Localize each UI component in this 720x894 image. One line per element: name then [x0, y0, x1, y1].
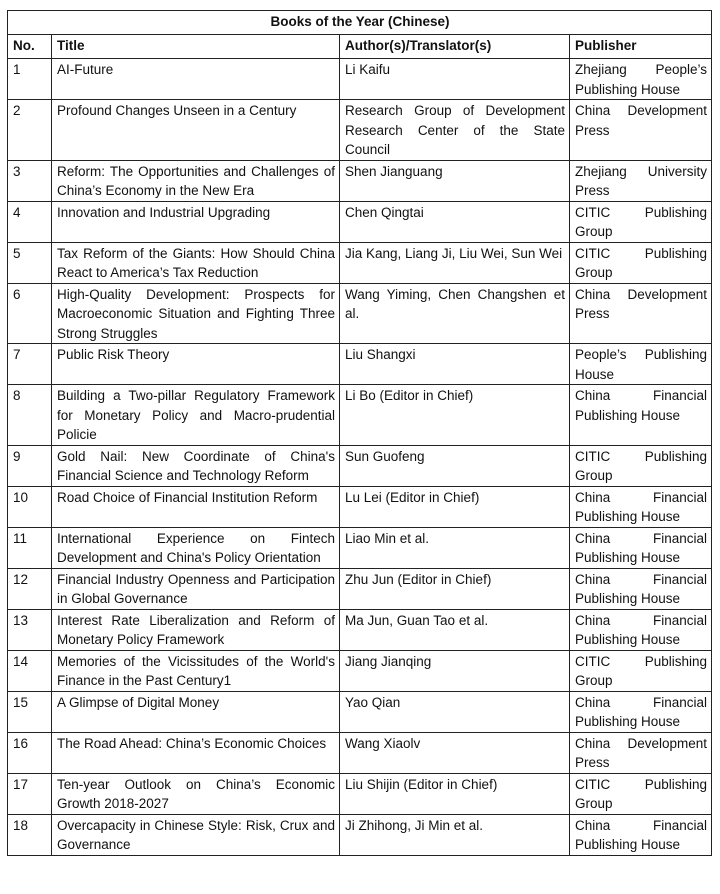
table-row	[8, 385, 712, 446]
cell-author: Zhu Jun (Editor in Chief)	[340, 568, 570, 609]
table-row	[8, 100, 712, 161]
books-table	[7, 10, 712, 856]
cell-no: 6	[8, 283, 52, 344]
cell-title: AI-Future	[52, 59, 340, 100]
cell-title: Overcapacity in Chinese Style: Risk, Crux and Governance	[52, 814, 340, 855]
cell-no: 3	[8, 160, 52, 201]
cell-title: Public Risk Theory	[52, 344, 340, 385]
cell-author: Li Kaifu	[340, 59, 570, 100]
cell-title: A Glimpse of Digital Money	[52, 691, 340, 732]
cell-publisher: CITIC Publishing Group	[570, 773, 712, 814]
header-publisher: Publisher	[570, 35, 712, 59]
table-row	[8, 59, 712, 100]
cell-no: 11	[8, 527, 52, 568]
cell-author: Liu Shangxi	[340, 344, 570, 385]
table-row	[8, 283, 712, 344]
table-row	[8, 344, 712, 385]
cell-title: Building a Two-pillar Regulatory Framework for Monetary Policy and Macro-prudential Policie	[52, 385, 340, 446]
cell-author: Ji Zhihong, Ji Min et al.	[340, 814, 570, 855]
cell-no: 2	[8, 100, 52, 161]
cell-author: Liao Min et al.	[340, 527, 570, 568]
table-title-row	[8, 11, 712, 35]
cell-title: The Road Ahead: China’s Economic Choices	[52, 732, 340, 773]
cell-no: 10	[8, 486, 52, 527]
header-no: No.	[8, 35, 52, 59]
table-row	[8, 568, 712, 609]
table-row	[8, 527, 712, 568]
header-author: Author(s)/Translator(s)	[340, 35, 570, 59]
cell-publisher: China Development Press	[570, 283, 712, 344]
cell-title: Ten-year Outlook on China’s Economic Growth 2018-2027	[52, 773, 340, 814]
cell-author: Liu Shijin (Editor in Chief)	[340, 773, 570, 814]
cell-author: Yao Qian	[340, 691, 570, 732]
cell-author: Jiang Jianqing	[340, 650, 570, 691]
header-row	[8, 35, 712, 59]
cell-no: 14	[8, 650, 52, 691]
cell-publisher: Zhejiang People’s Publishing House	[570, 59, 712, 100]
table-row	[8, 201, 712, 242]
table-row	[8, 160, 712, 201]
cell-author: Jia Kang, Liang Ji, Liu Wei, Sun Wei	[340, 242, 570, 283]
cell-title: International Experience on Fintech Development and China's Policy Orientation	[52, 527, 340, 568]
cell-publisher: CITIC Publishing Group	[570, 445, 712, 486]
cell-publisher: China Development Press	[570, 100, 712, 161]
cell-title: Innovation and Industrial Upgrading	[52, 201, 340, 242]
table-row	[8, 445, 712, 486]
table-row	[8, 732, 712, 773]
cell-publisher: Zhejiang University Press	[570, 160, 712, 201]
cell-publisher: China Financial Publishing House	[570, 691, 712, 732]
cell-title: Financial Industry Openness and Participation in Global Governance	[52, 568, 340, 609]
cell-author: Ma Jun, Guan Tao et al.	[340, 609, 570, 650]
cell-publisher: CITIC Publishing Group	[570, 650, 712, 691]
cell-title: Gold Nail: New Coordinate of China's Financial Science and Technology Reform	[52, 445, 340, 486]
table-row	[8, 650, 712, 691]
cell-author: Research Group of Development Research Center of the State Council	[340, 100, 570, 161]
cell-title: Tax Reform of the Giants: How Should China React to America’s Tax Reduction	[52, 242, 340, 283]
cell-title: Interest Rate Liberalization and Reform of Monetary Policy Framework	[52, 609, 340, 650]
cell-publisher: China Development Press	[570, 732, 712, 773]
cell-author: Chen Qingtai	[340, 201, 570, 242]
cell-publisher: China Financial Publishing House	[570, 609, 712, 650]
cell-no: 5	[8, 242, 52, 283]
table-row	[8, 609, 712, 650]
cell-author: Li Bo (Editor in Chief)	[340, 385, 570, 446]
cell-no: 12	[8, 568, 52, 609]
cell-no: 15	[8, 691, 52, 732]
cell-no: 8	[8, 385, 52, 446]
cell-publisher: CITIC Publishing Group	[570, 201, 712, 242]
table-row	[8, 773, 712, 814]
table-row	[8, 814, 712, 855]
cell-author: Sun Guofeng	[340, 445, 570, 486]
table-row	[8, 691, 712, 732]
cell-no: 7	[8, 344, 52, 385]
table-title: Books of the Year (Chinese)	[8, 11, 712, 35]
cell-publisher: China Financial Publishing House	[570, 814, 712, 855]
cell-no: 4	[8, 201, 52, 242]
cell-title: Memories of the Vicissitudes of the World's Finance in the Past Century1	[52, 650, 340, 691]
cell-title: High-Quality Development: Prospects for Macroeconomic Situation and Fighting Three Strong Struggles	[52, 283, 340, 344]
table-row	[8, 486, 712, 527]
cell-author: Wang Xiaolv	[340, 732, 570, 773]
cell-publisher: People’s Publishing House	[570, 344, 712, 385]
cell-title: Road Choice of Financial Institution Reform	[52, 486, 340, 527]
cell-publisher: China Financial Publishing House	[570, 486, 712, 527]
cell-title: Profound Changes Unseen in a Century	[52, 100, 340, 161]
cell-no: 18	[8, 814, 52, 855]
cell-author: Wang Yiming, Chen Changshen et al.	[340, 283, 570, 344]
cell-no: 17	[8, 773, 52, 814]
cell-publisher: CITIC Publishing Group	[570, 242, 712, 283]
cell-publisher: China Financial Publishing House	[570, 527, 712, 568]
cell-no: 1	[8, 59, 52, 100]
header-title: Title	[52, 35, 340, 59]
cell-publisher: China Financial Publishing House	[570, 385, 712, 446]
cell-publisher: China Financial Publishing House	[570, 568, 712, 609]
cell-no: 13	[8, 609, 52, 650]
cell-author: Lu Lei (Editor in Chief)	[340, 486, 570, 527]
table-row	[8, 242, 712, 283]
cell-title: Reform: The Opportunities and Challenges of China’s Economy in the New Era	[52, 160, 340, 201]
cell-no: 9	[8, 445, 52, 486]
cell-author: Shen Jianguang	[340, 160, 570, 201]
cell-no: 16	[8, 732, 52, 773]
